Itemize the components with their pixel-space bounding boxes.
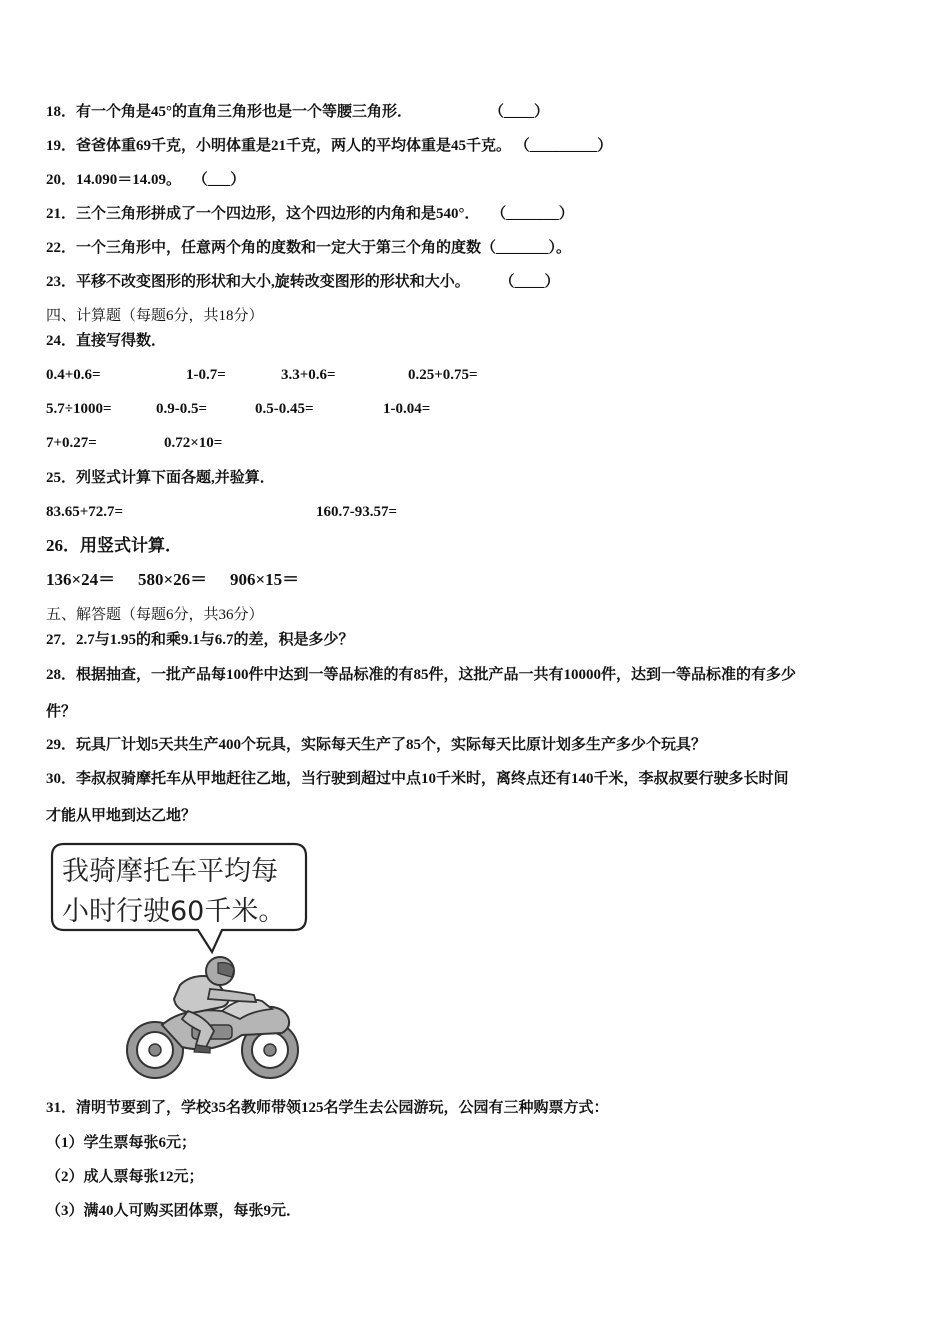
calc-item: 5.7÷1000= xyxy=(46,401,112,417)
answer-blank[interactable]: （____） xyxy=(489,104,550,120)
question-21: 21．三个三角形拼成了一个四边形，这个四边形的内角和是540°． （_______） xyxy=(46,206,574,222)
calc-item: 0.9-0.5= xyxy=(156,401,208,417)
question-23: 23．平移不改变图形的形状和大小,旋转改变图形的形状和大小。 （____） xyxy=(46,274,560,290)
question-26: 26．用竖式计算． xyxy=(46,536,182,555)
calc-item: 136×24＝ xyxy=(46,570,116,589)
question-24: 24．直接写得数． xyxy=(46,333,167,349)
question-30: 30．李叔叔骑摩托车从甲地赶往乙地，当行驶到超过中点10千米时，离终点还有140千米，李叔叔要行驶多长时间 xyxy=(46,771,789,787)
section-4-title: 四、计算题（每题6分，共18分） xyxy=(46,308,264,324)
question-28-cont: 件？ xyxy=(46,704,77,720)
calc-item: 0.25+0.75= xyxy=(408,367,478,383)
option-3: （3）满40人可购买团体票，每张9元． xyxy=(46,1203,302,1219)
question-19: 19．爸爸体重69千克，小明体重是21千克，两人的平均体重是45千克。 （_________） xyxy=(46,138,613,154)
calc-item: 160.7-93.57= xyxy=(316,504,398,520)
calc-item: 3.3+0.6= xyxy=(281,367,336,383)
question-22: 22．一个三角形中，任意两个角的度数和一定大于第三个角的度数（_______）。 xyxy=(46,240,572,256)
calc-item: 0.72×10= xyxy=(164,435,223,451)
question-25: 25．列竖式计算下面各题,并验算． xyxy=(46,470,275,486)
question-28: 28．根据抽查，一批产品每100件中达到一等品标准的有85件，这批产品一共有10000件，达到一等品标准的有多少 xyxy=(46,667,797,683)
question-31: 31．清明节要到了，学校35名教师带领125名学生去公园游玩，公园有三种购票方式： xyxy=(46,1100,609,1116)
question-29: 29．玩具厂计划5天共生产400个玩具，实际每天生产了85个，实际每天比原计划多生产多少个玩具？ xyxy=(46,737,707,753)
question-20: 20．14.090＝14.09。 （___） xyxy=(46,172,246,188)
calc-item: 7+0.27= xyxy=(46,435,97,451)
calc-item: 0.5-0.45= xyxy=(255,401,314,417)
speech-bubble-text: 我骑摩托车平均每小时行驶60千米。 xyxy=(62,856,286,927)
section-5-title: 五、解答题（每题6分，共36分） xyxy=(46,607,264,623)
answer-blank[interactable]: （_________） xyxy=(514,138,613,154)
answer-blank[interactable]: （_______） xyxy=(491,206,574,222)
question-30-cont: 才能从甲地到达乙地？ xyxy=(46,808,197,824)
option-2: （2）成人票每张12元； xyxy=(46,1169,204,1185)
calc-item: 580×26＝ xyxy=(138,570,208,589)
calc-item: 1-0.04= xyxy=(383,401,431,417)
calc-item: 0.4+0.6= xyxy=(46,367,101,383)
answer-blank[interactable]: （____） xyxy=(499,274,560,290)
calc-item: 906×15＝ xyxy=(230,570,300,589)
motorcycle-rider-image xyxy=(122,955,307,1085)
calc-item: 83.65+72.7= xyxy=(46,504,124,520)
answer-blank[interactable]: （___） xyxy=(192,172,246,188)
option-1: （1）学生票每张6元； xyxy=(46,1135,197,1151)
question-27: 27．2.7与1.95的和乘9.1与6.7的差，积是多少？ xyxy=(46,632,354,648)
question-18: 18．有一个角是45°的直角三角形也是一个等腰三角形． （____） xyxy=(46,104,550,120)
calc-item: 1-0.7= xyxy=(186,367,226,383)
